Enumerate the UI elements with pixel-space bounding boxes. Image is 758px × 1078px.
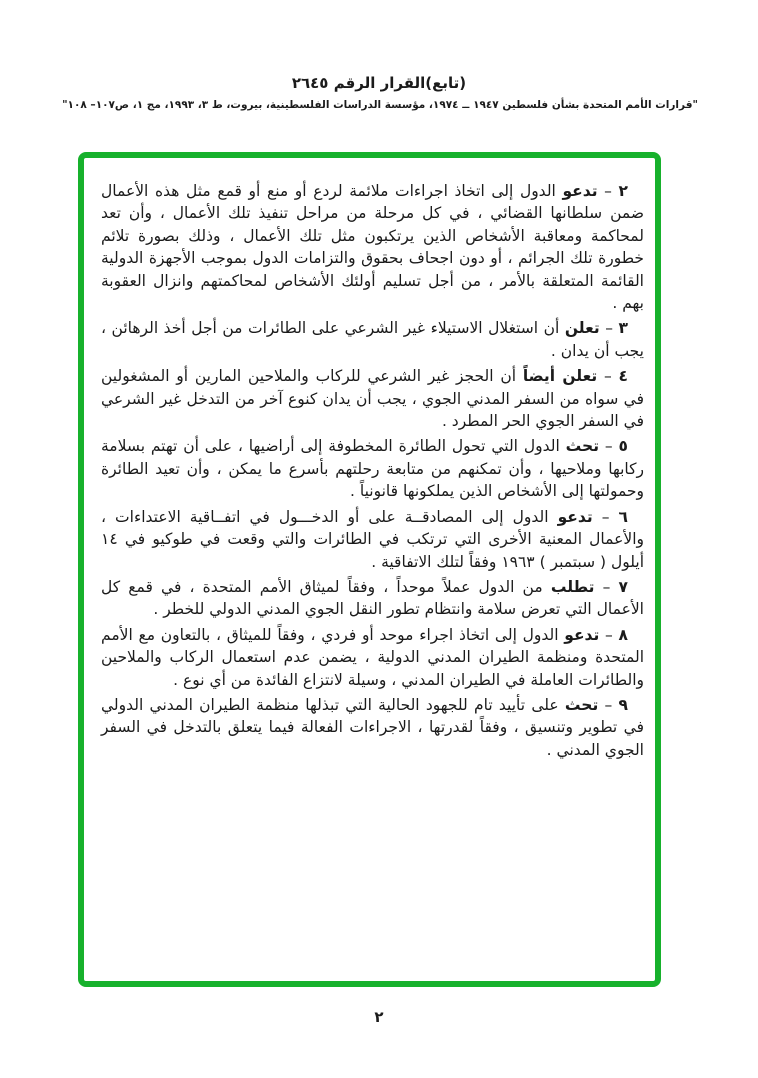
paragraph-number: ٥	[618, 437, 629, 456]
paragraph-dash: –	[599, 625, 619, 644]
paragraph-lead-verb: تعلن أيضاً	[522, 367, 598, 386]
resolution-paragraph	[101, 624, 644, 691]
paragraph-dash: –	[598, 695, 619, 714]
paragraph-lead-verb: تحث	[564, 695, 599, 714]
paragraph-number: ٨	[618, 625, 628, 644]
resolution-paragraph	[101, 180, 644, 314]
paragraph-number: ٧	[618, 577, 628, 596]
resolution-paragraph	[101, 365, 644, 432]
paragraph-text: الدول إلى اتخاذ اجراءات ملائمة لردع أو منع أو قمع مثل هذه الأعمال ضمن سلطانها القضائي ، في كل مرحلة من مراحل تنفيذ تلك الأعمال ، وأن تعد لمحاكمة ومعاقبة الأشخاص الذين يرتكبون مثل تلك الأعمال ، وذلك بصورة تلائم خطورة تلك الجرائم ، أو دون اجحاف بحقوق والتزامات الدول بموجب الأجهزة الدولية القائمة المتعلقة بالأمر ، من أجل تسليم أولئك الأشخاص لمحاكمتهم وانزال العقوبة بهم .	[101, 182, 644, 313]
page-number: ٢	[374, 1008, 384, 1026]
paragraph-lead-verb: تدعو	[557, 507, 593, 526]
paragraph-dash: –	[599, 437, 619, 456]
paragraph-text: أن الحجز غير الشرعي للركاب والملاحين المارين أو المشغولين في سواه من السفر المدني الجوي ، يجب أن يدان كنوع آخر من التدخل غير الشرعي في السفر الجوي الحر المطرد .	[101, 367, 644, 431]
paragraph-lead-verb: تدعو	[562, 182, 598, 200]
paragraph-text: أن استغلال الاستيلاء غير الشرعي على الطائرات من أجل أخذ الرهائن ، يجب أن يدان .	[101, 319, 644, 360]
paragraph-number: ٩	[618, 695, 629, 714]
paragraph-lead-verb: تدعو	[564, 625, 600, 644]
paragraph-number: ٤	[618, 367, 628, 386]
source-citation: "قرارات الأمم المتحدة بشأن فلسطين ١٩٤٧ ــ ١٩٧٤، مؤسسة الدراسات الفلسطينية، بيروت، ط ٣، ١٩٩٣، مج ١، ص١٠٧– ١٠٨"	[62, 99, 698, 111]
paragraph-dash: –	[597, 367, 619, 386]
paragraph-dash: –	[594, 577, 619, 596]
paragraph-number: ٣	[618, 319, 628, 338]
paragraph-lead-verb: تحث	[565, 437, 600, 456]
green-border-frame	[78, 152, 661, 987]
paragraph-lead-verb: تطلب	[550, 577, 595, 596]
paragraph-number: ٦	[618, 507, 628, 526]
resolution-paragraph	[101, 317, 644, 362]
paragraph-text: من الدول عملاً موحداً ، وفقاً لميثاق الأمم المتحدة ، في قمع كل الأعمال التي تعرض سلامة وانتظام تطور النقل الجوي المدني الدولي للخطر .	[101, 577, 644, 619]
document-body	[101, 180, 644, 764]
paragraph-text: الدول إلى اتخاذ اجراء موحد أو فردي ، وفقاً للميثاق ، بالتعاون مع الأمم المتحدة ومنظمة الطيران المدني الدولية ، يضمن عدم استعمال الركاب والملاحين والطائرات العاملة في الطيران المدني ، وسيلة لانتزاع الفائدة من أي نوع .	[101, 625, 644, 689]
paragraph-dash: –	[597, 182, 619, 200]
resolution-title: (تابع)القرار الرقم ٢٦٤٥	[291, 74, 467, 92]
paragraph-dash: –	[592, 507, 619, 526]
paragraph-lead-verb: تعلن	[564, 319, 600, 338]
paragraph-dash: –	[599, 319, 619, 338]
paragraph-number: ٢	[618, 182, 629, 200]
resolution-paragraph	[101, 694, 644, 761]
resolution-paragraph	[101, 435, 644, 502]
paragraph-text: الدول التي تحول الطائرة المخطوفة إلى أراضيها ، على أن تهتم بسلامة ركابها وملاحيها ، وأن تمكنهم من متابعة رحلتهم بأسرع ما يمكن ، وأن تعيد الطائرة وحمولتها إلى الأشخاص الذين يملكونها قانونياً .	[101, 437, 644, 501]
paragraph-text: على تأييد تام للجهود الحالية التي تبذلها منظمة الطيران المدني الدولي في تطوير وتنسيق ، وفقاً لقدرتها ، الاجراءات الفعالة فيما يتعلق بالتدخل في السفر الجوي المدني .	[101, 695, 644, 759]
paragraph-text: الدول إلى المصادقــة على أو الدخـــول في اتفــاقية الاعتداءات ، والأعمال المعنية الأخرى التي ترتكب في الطائرات والتي وقعت في طوكيو في ١٤ أيلول ( سبتمبر ) ١٩٦٣ وفقاً لتلك الاتفاقية .	[101, 507, 644, 571]
resolution-paragraph	[101, 506, 644, 573]
resolution-paragraph	[101, 576, 644, 621]
